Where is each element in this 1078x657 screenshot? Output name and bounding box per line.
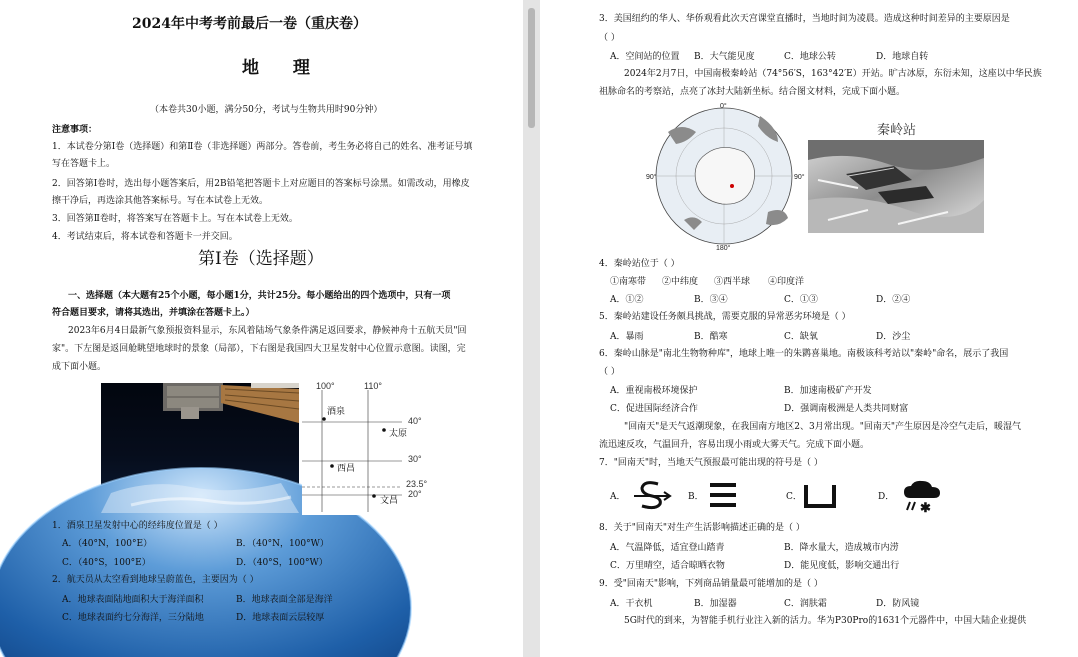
- q6-bracket: （ ）: [599, 367, 620, 377]
- q8-option-a[interactable]: A．气温降低，适宜登山踏青: [610, 543, 725, 553]
- exam-title: 2024年中考考前最后一卷（重庆卷）: [132, 16, 367, 32]
- lon-label: 100°: [316, 381, 335, 391]
- earth-from-space-photo: [101, 383, 299, 513]
- question-4-stem: 4．秦岭站位于（ ）: [599, 259, 680, 269]
- q5-option-d[interactable]: D．沙尘: [876, 332, 911, 342]
- q9-option-c[interactable]: C．润肤霜: [784, 599, 827, 609]
- q1-option-c[interactable]: C．（40°S，100°E）: [62, 558, 151, 568]
- q2-option-a[interactable]: A．地球表面陆地面积大于海洋面积: [62, 595, 204, 605]
- lat-label: 40°: [408, 416, 422, 426]
- q3-option-a[interactable]: A．空间站的位置: [610, 52, 680, 62]
- q2-option-b[interactable]: B．地球表面全部是海洋: [236, 595, 333, 605]
- material-text: 流迅速反攻，气温回升，容易出现小雨或大雾天气。完成下面小题。: [599, 440, 870, 450]
- left-page: [0, 0, 523, 657]
- q1-option-a[interactable]: A．（40°N，100°E）: [62, 539, 153, 549]
- material-text: 2024年2月7日，中国南极秦岭站（74°56′S，163°42′E）开站。旷古冰原，东衍未知，这座以中华民族: [624, 69, 1042, 79]
- q5-option-a[interactable]: A．暴雨: [610, 332, 644, 342]
- place-taiyuan: 太原: [389, 428, 408, 438]
- q4-item: ①南寒带: [610, 277, 647, 287]
- material-text: 成下面小题。: [52, 362, 107, 372]
- q3-option-b[interactable]: B．大气能见度: [694, 52, 755, 62]
- note-line: 1．本试卷分第Ⅰ卷（选择题）和第Ⅱ卷（非选择题）两部分。答卷前，考生务必将自己的姓名、准考证号填: [52, 142, 473, 152]
- station-photo-label: 秦岭站: [877, 122, 917, 137]
- material-text: 家"。下左图是返回舱眺望地球时的景象（局部），下右图是我国四大卫星发射中心位置示意图。读图，完: [52, 344, 466, 354]
- page-gap-scrollbar[interactable]: [523, 0, 540, 657]
- q9-option-a[interactable]: A．干衣机: [610, 599, 653, 609]
- note-line: 3．回答第Ⅱ卷时，将答案写在答题卡上。写在本试卷上无效。: [52, 214, 298, 224]
- mist-symbol-icon: [708, 480, 738, 510]
- q5-option-c[interactable]: C．缺氧: [784, 332, 818, 342]
- q6-option-b[interactable]: B．加速南极矿产开发: [784, 386, 872, 396]
- q2-option-c[interactable]: C．地球表面约七分海洋，三分陆地: [62, 613, 204, 623]
- qinling-station-photo: [808, 140, 984, 233]
- q4-item: ④印度洋: [768, 277, 805, 287]
- q1-option-d[interactable]: D．（40°S，100°W）: [236, 558, 328, 568]
- bracket-symbol-icon: [803, 482, 837, 510]
- section-intro: 一、选择题（本大题有25个小题，每小题1分，共计25分。每小题给出的四个选项中，只有一项: [68, 291, 451, 301]
- q2-option-d[interactable]: D．地球表面云层较厚: [236, 613, 325, 623]
- q7-option-a[interactable]: A．: [610, 492, 626, 502]
- material-text: 5G时代的到来，为智能手机行业注入新的活力。华为P30Pro的1631个元器件中，中国大陆企业提供: [624, 616, 1027, 626]
- q4-option-b[interactable]: B．③④: [694, 295, 728, 305]
- question-9-stem: 9．受"回南天"影响，下列商品销量最可能增加的是（ ）: [599, 579, 823, 589]
- question-1-stem: 1．酒泉卫星发射中心的经纬度位置是（ ）: [52, 521, 223, 531]
- q9-option-b[interactable]: B．加湿器: [694, 599, 737, 609]
- sleet-cloud-icon: [902, 478, 942, 515]
- q4-option-d[interactable]: D．②④: [876, 295, 911, 305]
- svg-text:✱: ✱: [920, 500, 931, 515]
- q4-option-a[interactable]: A．①②: [610, 295, 644, 305]
- q6-option-a[interactable]: A．重视南极环境保护: [610, 386, 698, 396]
- fog-symbol-icon: [630, 478, 674, 512]
- question-2-stem: 2．航天员从太空看到地球呈蔚蓝色，主要因为（ ）: [52, 575, 259, 585]
- place-xichang: 西昌: [337, 463, 356, 473]
- question-8-stem: 8．关于"回南天"对生产生活影响描述正确的是（ ）: [599, 523, 805, 533]
- q8-option-b[interactable]: B．降水量大，造成城市内涝: [784, 543, 899, 553]
- launch-center-map: [302, 378, 438, 515]
- material-text: 祖脉命名的考察站，点亮了冰封大陆新坐标。结合图文材料，完成下面小题。: [599, 87, 906, 97]
- question-5-stem: 5．秦岭站建设任务颇具挑战，需要克服的异常恶劣环境是（ ）: [599, 312, 851, 322]
- q7-option-c[interactable]: C．: [786, 492, 802, 502]
- q9-option-d[interactable]: D．防风镜: [876, 599, 920, 609]
- scroll-thumb[interactable]: [528, 8, 535, 128]
- q6-option-c[interactable]: C．促进国际经济合作: [610, 404, 698, 414]
- lat-label: 20°: [408, 489, 422, 499]
- q8-option-c[interactable]: C．万里晴空，适合晾晒衣物: [610, 561, 725, 571]
- q4-option-c[interactable]: C．①③: [784, 295, 818, 305]
- polar-label-bottom: 180°: [716, 245, 731, 252]
- note-line: 2．回答第Ⅰ卷时，选出每小题答案后，用2B铅笔把答题卡上对应题目的答案标号涂黑。如需改动，用橡皮: [52, 179, 470, 189]
- question-3-stem: 3．美国纽约的华人、华侨观看此次天宫课堂直播时，当地时间为凌晨。造成这种时间差异的主要原因是: [599, 14, 1010, 24]
- volume-title: 第Ⅰ卷（选择题）: [198, 249, 324, 269]
- antarctic-polar-map: [648, 102, 808, 250]
- q3-option-d[interactable]: D．地球自转: [876, 52, 929, 62]
- lon-label: 110°: [364, 381, 382, 391]
- section-intro: 符合题目要求，请将其选出，并填涂在答题卡上。）: [52, 308, 255, 318]
- question-6-stem: 6．秦岭山脉是"南北生物物种库"，地球上唯一的朱鹮喜巢地。南极该科考站以"秦岭"命名，展示了我国: [599, 349, 1009, 359]
- q8-option-d[interactable]: D．能见度低，影响交通出行: [784, 561, 900, 571]
- q4-item: ②中纬度: [662, 277, 699, 287]
- q3-bracket: （ ）: [599, 33, 620, 43]
- note-line: 写在答题卡上。: [52, 159, 116, 169]
- polar-label-top: 0°: [720, 103, 727, 110]
- place-wenchang: 文昌: [380, 495, 399, 505]
- q6-option-d[interactable]: D．强调南极洲是人类共同财富: [784, 404, 909, 414]
- material-text: 2023年6月4日最新气象预报资料显示，东风着陆场气象条件满足返回要求，静候神舟十五航天员"回: [68, 326, 467, 336]
- q5-option-b[interactable]: B．酷寒: [694, 332, 728, 342]
- q1-option-b[interactable]: B．（40°N，100°W）: [236, 539, 329, 549]
- exam-info: （本卷共30小题，满分50分，考试与生物共用时90分钟）: [150, 105, 383, 115]
- q7-option-d[interactable]: D．: [878, 492, 895, 502]
- right-page: [540, 0, 1078, 657]
- polar-label-right: 90°: [794, 174, 805, 181]
- subject-title: 地 理: [242, 58, 324, 78]
- q7-option-b[interactable]: B．: [688, 492, 704, 502]
- lat-label: 23.5°: [406, 479, 428, 489]
- q4-item: ③西半球: [714, 277, 751, 287]
- material-text: "回南天"是天气返潮现象，在我国南方地区2、3月常出现。"回南天"产生原因是冷空气走后，暖湿气: [624, 422, 1022, 432]
- lat-label: 30°: [408, 454, 422, 464]
- question-7-stem: 7．"回南天"时，当地天气预报最可能出现的符号是（ ）: [599, 458, 823, 468]
- polar-label-left: 90°: [646, 174, 657, 181]
- note-line: 擦干净后，再选涂其他答案标号。写在本试卷上无效。: [52, 196, 269, 206]
- place-jiuquan: 酒泉: [327, 406, 346, 416]
- note-line: 4．考试结束后，将本试卷和答题卡一并交回。: [52, 232, 238, 242]
- notes-heading: 注意事项：: [52, 125, 98, 135]
- q3-option-c[interactable]: C．地球公转: [784, 52, 836, 62]
